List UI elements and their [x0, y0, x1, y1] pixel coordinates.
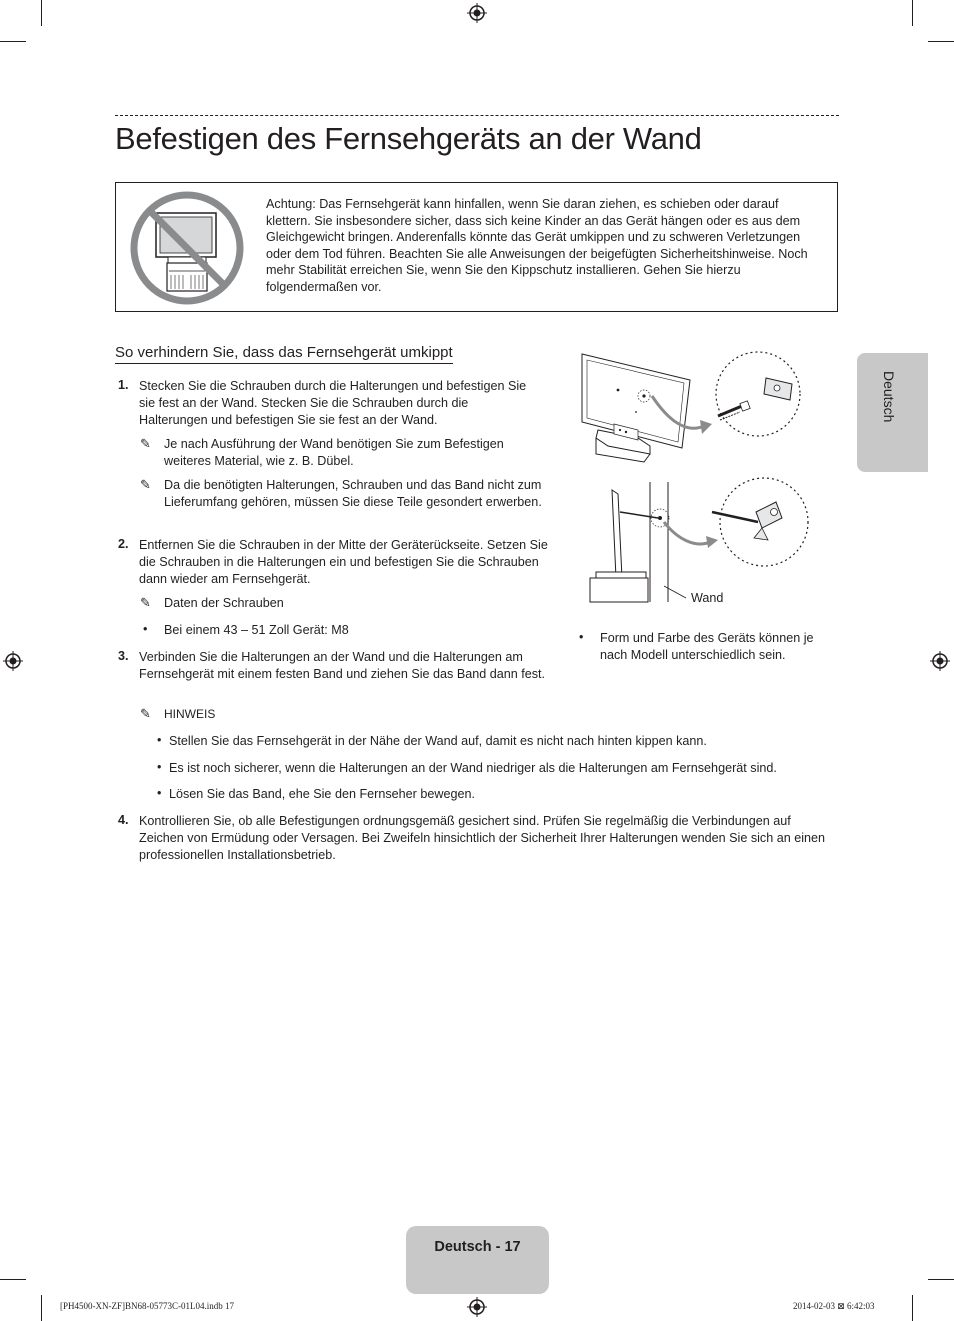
step-text: Entfernen Sie die Schrauben in der Mitte der Geräterückseite. Setzen Sie die Schrauben in die Halterungen ein und befestigen Sie die Schrauben dann wieder am Fernsehgerät. [139, 538, 548, 586]
warning-box [115, 182, 838, 312]
step-note: Daten der Schrauben [164, 596, 284, 610]
note-pencil-icon: ✎ [140, 706, 151, 721]
warning-label: Achtung [266, 197, 313, 211]
crop-mark [41, 1295, 42, 1321]
no-climbing-tv-icon [130, 191, 244, 305]
step-note: Da die benötigten Halterungen, Schrauben und das Band nicht zum Lieferumfang gehören, müssen Sie diese Teile gesondert erwerben. [164, 478, 542, 509]
step-number: 4. [118, 813, 129, 827]
registration-mark-icon [930, 651, 950, 671]
crop-mark [41, 0, 42, 26]
bullet-dot: • [143, 622, 148, 636]
print-slug-right: 2014-02-03 ⊠ 6:42:03 [793, 1301, 875, 1311]
step-text: Stecken Sie die Schrauben durch die Halterungen und befestigen Sie sie fest an der Wand. Stecken Sie die Schrauben durch die Halterungen und befestigen Sie sie fest an der Wand. [139, 379, 527, 427]
warning-body: : Das Fernsehgerät kann hinfallen, wenn Sie daran ziehen, es schieben oder darauf klettern. Sie insbesondere sicher, dass sich keine Kinder an das Gerät hängen oder es aus dem Gleichgewicht bringen. Anderenfalls könnte das Gerät umkippen und zu schweren Verletzungen oder dem Tod führen. Beachten Sie alle Anweisungen der beigefügten Sicherheitshinweise. Noch mehr Stabilität erreichen Sie, wenn Sie den Kippschutz installieren. Gehen Sie hierzu folgendermaßen vor. [266, 197, 808, 294]
registration-mark-icon [467, 1297, 487, 1317]
title-divider [115, 115, 839, 116]
language-tab-label: Deutsch [881, 371, 897, 423]
bullet-dot: • [579, 630, 584, 644]
step-bullet: Bei einem 43 – 51 Zoll Gerät: M8 [164, 623, 349, 637]
bullet-dot: • [157, 733, 162, 747]
warning-text [266, 196, 826, 296]
bullet-dot: • [157, 760, 162, 774]
figure-caption: Form und Farbe des Geräts können je nach Modell unterschiedlich sein. [600, 631, 814, 662]
wall-label: Wand [691, 591, 724, 605]
step-text: Kontrollieren Sie, ob alle Befestigungen ordnungsgemäß gesichert sind. Prüfen Sie regelmäßig die Verbindungen auf Zeichen von Ermüdung oder Versagen. Bei Zweifeln hinsichtlich der Sicherheit Ihrer Halterungen wenden Sie sich an einen professionellen Installationsbetrieb. [139, 814, 826, 862]
step-bullet: Es ist noch sicherer, wenn die Halterungen an der Wand niedriger als die Halterungen am Fernsehgerät sind. [169, 761, 777, 775]
step-bullet: Lösen Sie das Band, ehe Sie den Fernseher bewegen. [169, 787, 475, 801]
note-pencil-icon: ✎ [140, 477, 151, 492]
bullet-dot: • [157, 786, 162, 800]
crop-mark [912, 0, 913, 26]
note-heading: HINWEIS [164, 707, 216, 721]
page-number-label: Deutsch - 17 [434, 1239, 521, 1255]
step-note: Je nach Ausführung der Wand benötigen Sie zum Befestigen weiteres Material, wie z. B. Dübel. [164, 437, 504, 468]
crop-mark [928, 41, 954, 42]
note-pencil-icon: ✎ [140, 595, 151, 610]
page-title: Befestigen des Fernsehgeräts an der Wand [115, 121, 702, 156]
language-side-tab [857, 353, 928, 472]
registration-mark-icon [3, 651, 23, 671]
note-pencil-icon: ✎ [140, 436, 151, 451]
step-bullet: Stellen Sie das Fernsehgerät in der Nähe der Wand auf, damit es nicht nach hinten kippen kann. [169, 734, 707, 748]
print-slug-left: [PH4500-XN-ZF]BN68-05773C-01L04.indb 17 [60, 1301, 234, 1311]
registration-mark-icon [467, 3, 487, 23]
crop-mark [912, 1295, 913, 1321]
step-number: 2. [118, 537, 129, 551]
page-number-badge [406, 1226, 549, 1294]
section-title: So verhindern Sie, dass das Fernsehgerät umkippt [115, 344, 453, 364]
step-number: 3. [118, 649, 129, 663]
step-text: Verbinden Sie die Halterungen an der Wand und die Halterungen am Fernsehgerät mit einem festen Band und ziehen Sie das Band dann fest. [139, 650, 546, 681]
step-number: 1. [118, 378, 129, 392]
crop-mark [0, 41, 26, 42]
crop-mark [928, 1279, 954, 1280]
crop-mark [0, 1279, 26, 1280]
tv-wall-mount-illustration [578, 350, 818, 612]
